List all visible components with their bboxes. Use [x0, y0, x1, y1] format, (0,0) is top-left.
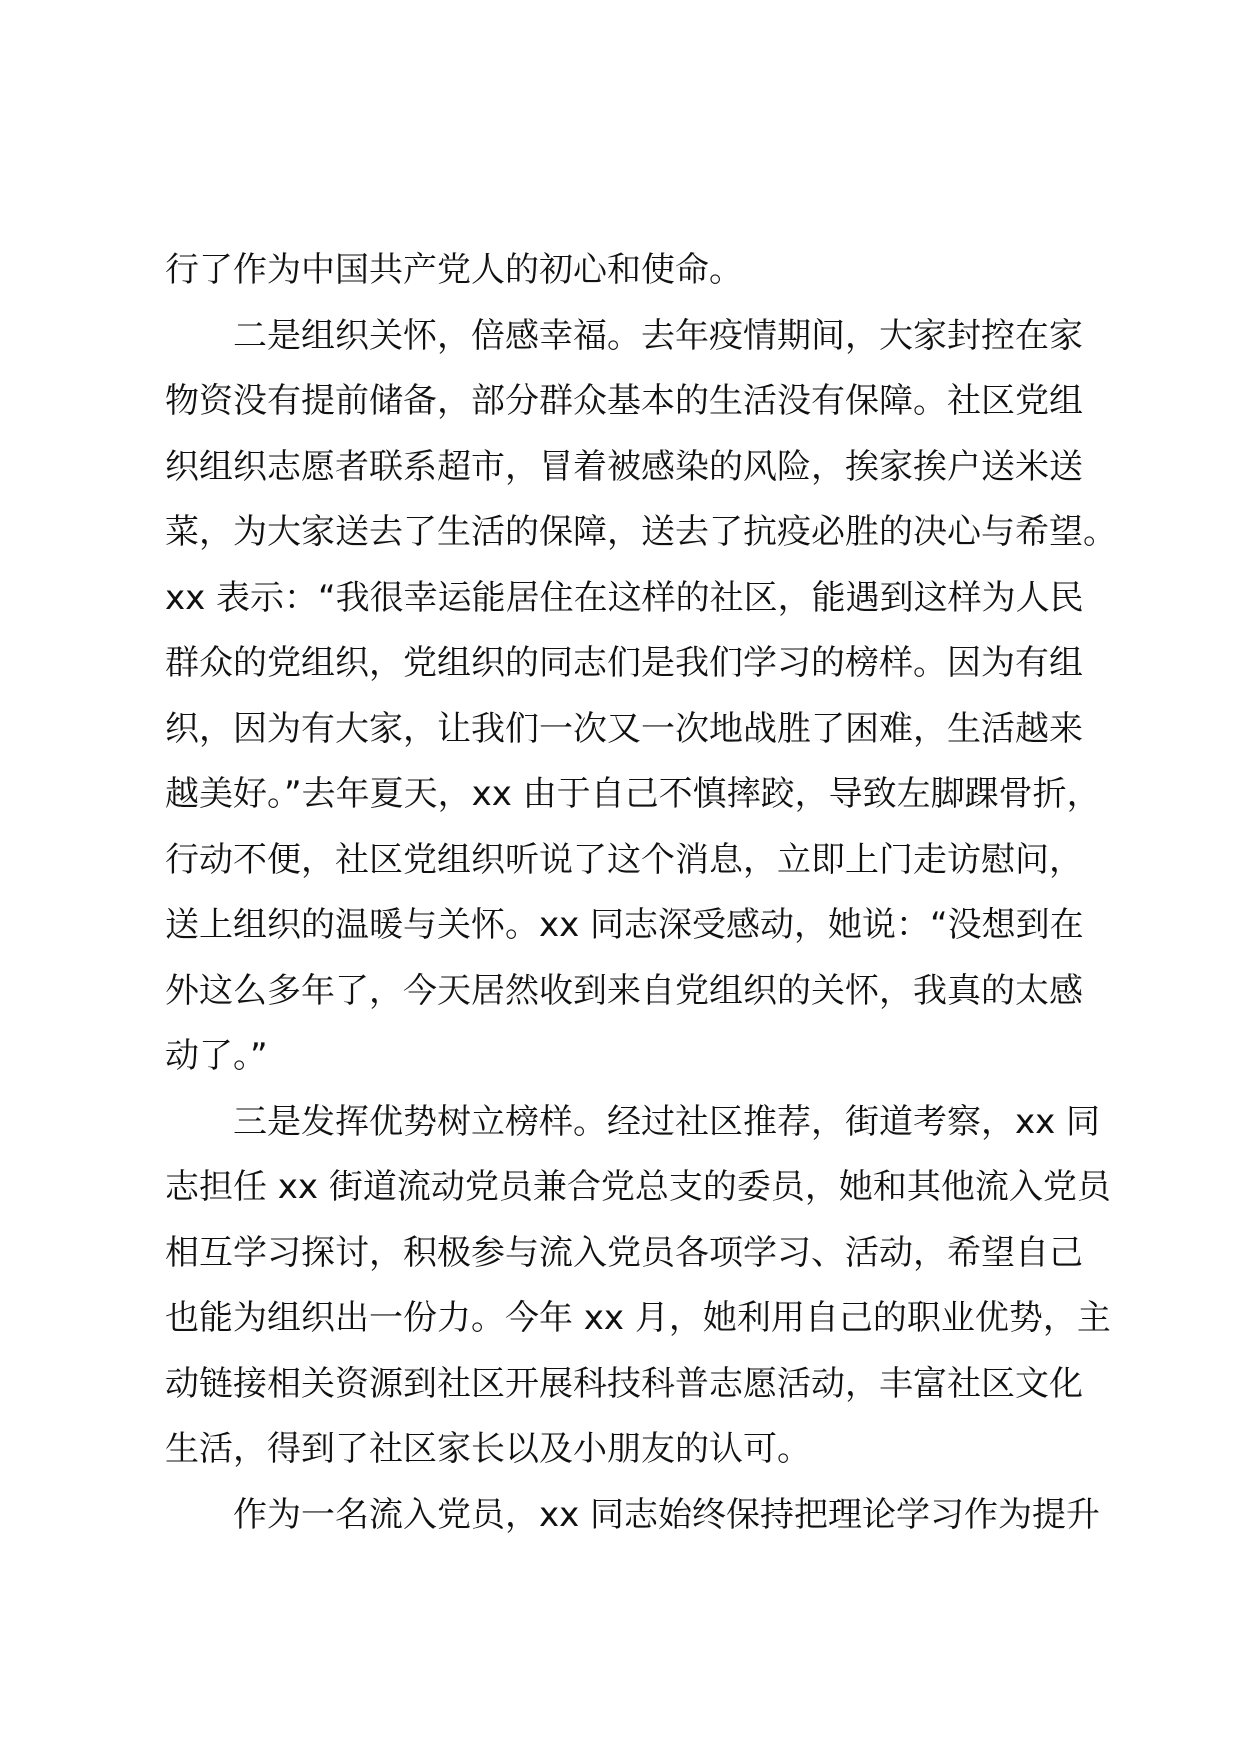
- text-line: 动链接相关资源到社区开展科技科普志愿活动，丰富社区文化: [165, 1363, 1083, 1404]
- text-line: 生活，得到了社区家长以及小朋友的认可。: [165, 1429, 811, 1469]
- text-line: 菜，为大家送去了生活的保障，送去了抗疫必胜的决心与希望。: [165, 512, 1117, 552]
- text-line: 行动不便，社区党组织听说了这个消息，立即上门走访慰问，: [165, 839, 1083, 880]
- text-line: 物资没有提前储备，部分群众基本的生活没有保障。社区党组: [165, 381, 1083, 421]
- text-line: 群众的党组织，党组织的同志们是我们学习的榜样。因为有组: [165, 643, 1083, 683]
- text-line: 越美好。”去年夏天，xx 由于自己不慎摔跤，导致左脚踝骨折，: [165, 774, 1101, 814]
- text-line: 相互学习探讨，积极参与流入党员各项学习、活动，希望自己: [165, 1232, 1083, 1273]
- text-line: 也能为组织出一份力。今年 xx 月，她利用自己的职业优势，主: [165, 1298, 1111, 1338]
- text-line: 行了作为中国共产党人的初心和使命。: [165, 250, 743, 290]
- paragraph-start-line: 二是组织关怀，倍感幸福。去年疫情期间，大家封控在家: [233, 315, 1083, 356]
- text-line: 志担任 xx 街道流动党员兼合党总支的委员，她和其他流入党员: [165, 1167, 1111, 1207]
- text-line: 织组织志愿者联系超市，冒着被感染的风险，挨家挨户送米送: [165, 446, 1083, 487]
- text-line: 外这么多年了，今天居然收到来自党组织的关怀，我真的太感: [165, 970, 1083, 1011]
- text-line: 动了。”: [165, 1036, 268, 1076]
- text-line: xx 表示：“我很幸运能居住在这样的社区，能遇到这样为人民: [165, 577, 1084, 618]
- paragraph-start-line: 作为一名流入党员，xx 同志始终保持把理论学习作为提升: [233, 1494, 1101, 1535]
- text-line: 织，因为有大家，让我们一次又一次地战胜了困难，生活越来: [165, 708, 1083, 749]
- body-text: [165, 238, 1117, 1548]
- text-line: 送上组织的温暖与关怀。xx 同志深受感动，她说：“没想到在: [165, 905, 1084, 945]
- paragraph-start-line: 三是发挥优势树立榜样。经过社区推荐，街道考察，xx 同: [233, 1101, 1101, 1142]
